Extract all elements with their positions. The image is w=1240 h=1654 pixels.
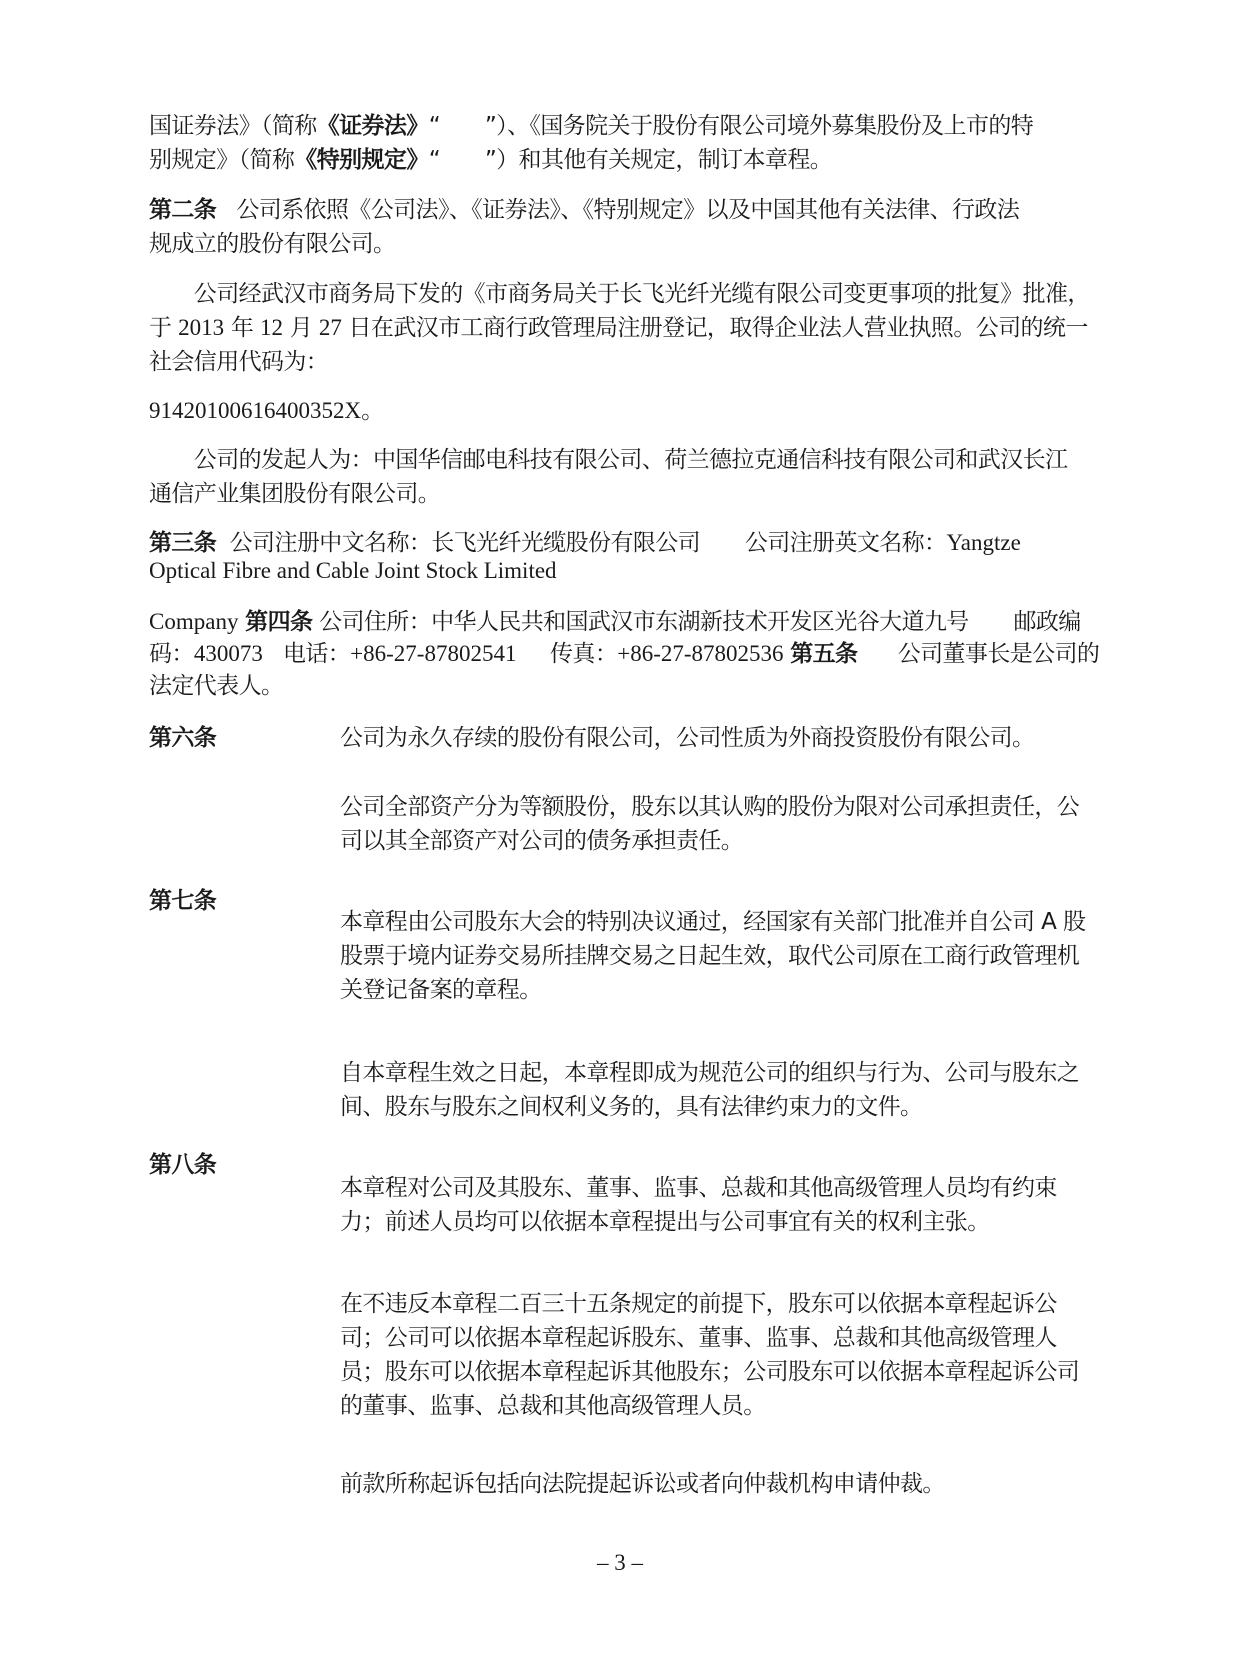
- article-4-address: 公司住所：中华人民共和国武汉市东湖新技术开发区光谷大道九号 邮政编: [319, 609, 1081, 635]
- article-6-paragraph-1: 公司为永久存续的股份有限公司，公司性质为外商投资股份有限公司。: [340, 725, 1035, 751]
- article-4-label: 第四条: [245, 609, 313, 635]
- reg-month: 12: [259, 315, 283, 340]
- article-7-paragraph-2: 自本章程生效之日起，本章程即成为规范公司的组织与行为、公司与股东之间、股东与股东之间权利义务的，具有法律约束力的文件。: [340, 1060, 1080, 1120]
- phone-number: +86-27-87802541: [350, 641, 517, 666]
- abbr-securities-law: 《证券法》: [316, 113, 429, 139]
- article-2-registration-line-1: 公司经武汉市商务局下发的《市商务局关于长飞光纤光缆有限公司变更事项的批复》批准，: [149, 281, 1090, 307]
- article-4-line-2: [149, 638, 1099, 670]
- article-5-label: 第五条: [790, 641, 858, 667]
- intro-text: 别规定》（简称: [149, 147, 295, 173]
- article-8-paragraph-3: 前款所称起诉包括向法院提起诉讼或者向仲裁机构申请仲裁。: [340, 1471, 945, 1497]
- fax-label: 传真：: [550, 641, 618, 667]
- text: 年: [230, 315, 254, 341]
- article-4-line-1: [149, 606, 1081, 638]
- postcode-label: 码：: [149, 641, 194, 667]
- credit-code: 91420100616400352X。: [149, 398, 385, 423]
- article-2-line-1: [149, 194, 1019, 226]
- article-2-line-2: 规成立的股份有限公司。: [149, 231, 396, 257]
- english-name-part-3: Company: [149, 609, 239, 634]
- intro-line-1: [149, 110, 1033, 142]
- article-2-registration-line-3: 社会信用代码为：: [149, 349, 329, 375]
- article-2-promoters-line-1: 公司的发起人为：中国华信邮电科技有限公司、荷兰德拉克通信科技有限公司和武汉长江: [149, 447, 1068, 473]
- article-6-paragraph-2: 公司全部资产分为等额股份，股东以其认购的股份为限对公司承担责任，公司以其全部资产对公司的债务承担责任。: [340, 794, 1080, 854]
- abbr-special-provisions: 《特别规定》: [294, 147, 429, 173]
- article-2-text: 公司系依照《公司法》、《证券法》、《特别规定》以及中国其他有关法律、行政法: [236, 197, 1020, 223]
- page-number: – 3 –: [597, 1550, 643, 1575]
- text: 月: [289, 315, 313, 341]
- postcode: 430073: [193, 641, 263, 666]
- intro-text: “ ”）和其他有关规定，制订本章程。: [428, 147, 833, 173]
- english-name-part-2: Optical Fibre and Cable Joint Stock Limited: [149, 558, 557, 583]
- english-name-part-1: Yangtze: [946, 530, 1021, 555]
- article-5-text: 公司董事长是公司的: [897, 641, 1100, 667]
- text: 日在武汉市工商行政管理局注册登记，取得企业法人营业执照。公司的统一: [348, 315, 1088, 341]
- intro-text: 国证券法》（简称: [149, 113, 317, 139]
- intro-text: “ ”）、《国务院关于股份有限公司境外募集股份及上市的特: [428, 113, 1034, 139]
- article-7-label: 第七条: [149, 888, 217, 914]
- article-8-label: 第八条: [149, 1152, 217, 1178]
- article-7-paragraph-1: 本章程由公司股东大会的特别决议通过，经国家有关部门批准并自公司 A 股股票于境内证券交易所挂牌交易之日起生效，取代公司原在工商行政管理机关登记备案的章程。: [340, 909, 1086, 1003]
- fax-number: +86-27-87802536: [617, 641, 784, 666]
- text: 于: [149, 315, 172, 341]
- article-2-promoters-line-2: 通信产业集团股份有限公司。: [149, 481, 441, 507]
- reg-day: 27: [318, 315, 342, 340]
- reg-year: 2013: [178, 315, 225, 340]
- article-8-paragraph-1: 本章程对公司及其股东、董事、监事、总裁和其他高级管理人员均有约束力；前述人员均可以依据本章程提出与公司事宜有关的权利主张。: [340, 1175, 1057, 1235]
- article-6-label: 第六条: [149, 725, 217, 751]
- article-5-line-2: 法定代表人。: [149, 673, 284, 699]
- article-8-paragraph-2: 在不违反本章程二百三十五条规定的前提下，股东可以依据本章程起诉公司；公司可以依据本章程起诉股东、董事、监事、总裁和其他高级管理人员；股东可以依据本章程起诉其他股东；公司股东可以依据本章程起诉公司的董事、监事、总裁和其他高级管理人员。: [340, 1291, 1080, 1419]
- article-2-registration-line-2: [149, 312, 1088, 344]
- intro-line-2: [149, 144, 832, 176]
- article-3-label: 第三条: [149, 530, 217, 556]
- article-2-label: 第二条: [149, 197, 217, 223]
- article-3-text: 公司注册中文名称：长飞光纤光缆股份有限公司 公司注册英文名称：: [229, 530, 947, 556]
- phone-label: 电话：: [282, 641, 351, 667]
